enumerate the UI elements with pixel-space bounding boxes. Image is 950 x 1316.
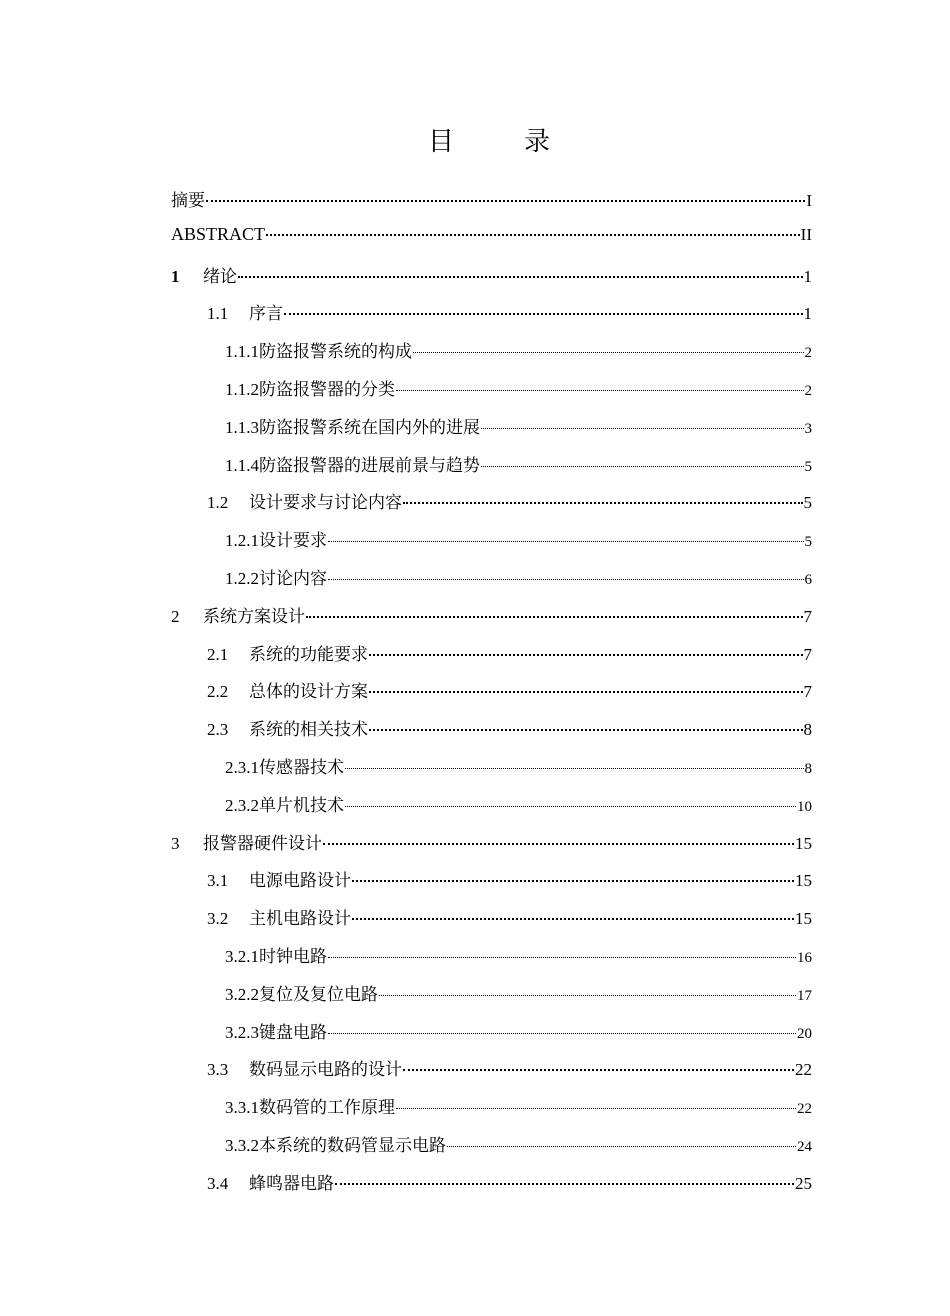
toc-leader-dots bbox=[352, 880, 794, 882]
toc-entry[interactable] bbox=[171, 829, 812, 867]
toc-leader-dots bbox=[328, 579, 804, 580]
toc-entry[interactable] bbox=[171, 640, 812, 678]
toc-entry-number: 3.4 bbox=[207, 1173, 229, 1193]
toc-entry-number: 1.1 bbox=[207, 304, 229, 324]
toc-page-number: 7 bbox=[803, 682, 812, 702]
toc-page-number: 25 bbox=[795, 1173, 812, 1193]
toc-entry-label: 本系统的数码管显示电路 bbox=[259, 1135, 446, 1155]
toc-page-number: 20 bbox=[797, 1025, 812, 1042]
toc-entry-label: 设计要求 bbox=[259, 531, 327, 551]
toc-entry-number: 3.2 bbox=[207, 909, 229, 929]
toc-entry-label: 序言 bbox=[249, 304, 283, 324]
toc-entry[interactable] bbox=[171, 337, 812, 375]
toc-page-number: 10 bbox=[797, 798, 812, 815]
toc-entry-number: 2.3 bbox=[207, 720, 229, 740]
toc-page-number: 22 bbox=[795, 1060, 812, 1080]
toc-entry-label: 数码管的工作原理 bbox=[259, 1098, 395, 1118]
toc-entry-label: 总体的设计方案 bbox=[249, 682, 368, 702]
toc-leader-dots bbox=[379, 995, 796, 996]
toc-leader-dots bbox=[328, 957, 796, 958]
toc-page-number: I bbox=[806, 191, 812, 210]
toc-page-number: 1 bbox=[803, 266, 812, 286]
toc-page-number: 17 bbox=[797, 987, 812, 1004]
toc-title: 目 录 bbox=[427, 127, 572, 157]
toc-entry-label: 系统方案设计 bbox=[203, 606, 305, 627]
toc-entry-label: 防盗报警系统的构成 bbox=[259, 342, 412, 362]
toc-leader-dots bbox=[396, 1108, 796, 1109]
toc-leader-dots bbox=[369, 729, 803, 731]
toc-entry-number: 1.2.1 bbox=[225, 531, 259, 551]
toc-page-number: II bbox=[800, 224, 812, 244]
toc-entry[interactable] bbox=[171, 866, 812, 904]
toc-leader-dots bbox=[481, 466, 804, 467]
toc-page-number: 5 bbox=[803, 493, 812, 513]
toc-entry[interactable] bbox=[171, 413, 812, 451]
toc-entry[interactable] bbox=[171, 1055, 812, 1093]
toc-entry[interactable] bbox=[171, 715, 812, 753]
toc-entry-label: 主机电路设计 bbox=[249, 909, 351, 929]
toc-entry-label: 时钟电路 bbox=[259, 946, 327, 966]
toc-page-number: 15 bbox=[795, 833, 812, 853]
toc-entry[interactable] bbox=[171, 791, 812, 829]
toc-leader-dots bbox=[369, 654, 803, 656]
toc-entry-label: 防盗报警器的分类 bbox=[259, 379, 395, 399]
toc-entry[interactable] bbox=[171, 526, 812, 564]
toc-leader-dots bbox=[345, 768, 804, 769]
toc-page-number: 7 bbox=[803, 644, 812, 664]
toc-leader-dots bbox=[345, 806, 796, 807]
toc-entry[interactable] bbox=[171, 1018, 812, 1056]
toc-leader-dots bbox=[328, 541, 804, 542]
toc-entry-number: 1.1.1 bbox=[225, 342, 259, 362]
toc-entry-number: 1.2.2 bbox=[225, 568, 259, 588]
toc-entry[interactable] bbox=[171, 602, 812, 640]
toc-entry-number: 1.1.3 bbox=[225, 417, 259, 437]
toc-entry-label: 传感器技术 bbox=[259, 757, 344, 777]
toc-entry-label: 设计要求与讨论内容 bbox=[249, 493, 402, 513]
toc-entry-number: 1.1.2 bbox=[225, 379, 259, 399]
toc-entry-label: ABSTRACT bbox=[171, 223, 266, 244]
toc-page-number: 8 bbox=[803, 720, 812, 740]
toc-page-number: 1 bbox=[803, 304, 812, 324]
toc-entry[interactable] bbox=[171, 262, 812, 300]
toc-entry-label: 键盘电路 bbox=[259, 1022, 327, 1042]
toc-entry-label: 复位及复位电路 bbox=[259, 984, 378, 1004]
toc-leader-dots bbox=[284, 313, 803, 315]
toc-leader-dots bbox=[352, 918, 794, 920]
toc-page-number: 5 bbox=[804, 458, 812, 475]
toc-entry-label: 数码显示电路的设计 bbox=[249, 1060, 402, 1080]
toc-leader-dots bbox=[396, 390, 804, 391]
toc-page-number: 8 bbox=[804, 760, 812, 777]
toc-entry-number: 3.2.2 bbox=[225, 984, 259, 1004]
table-of-contents bbox=[171, 186, 812, 1207]
toc-entry-number: 3.1 bbox=[207, 871, 229, 891]
toc-entry-number: 2.2 bbox=[207, 682, 229, 702]
toc-leader-dots bbox=[447, 1146, 796, 1147]
toc-page-number: 15 bbox=[795, 871, 812, 891]
toc-entry-number: 2.3.2 bbox=[225, 795, 259, 815]
toc-entry-label: 防盗报警器的进展前景与趋势 bbox=[259, 455, 480, 475]
toc-entry[interactable] bbox=[171, 186, 812, 224]
toc-page-number: 2 bbox=[804, 382, 812, 399]
toc-entry[interactable] bbox=[171, 677, 812, 715]
toc-entry-label: 系统的功能要求 bbox=[249, 644, 368, 664]
toc-entry[interactable] bbox=[171, 299, 812, 337]
toc-page-number: 5 bbox=[804, 534, 812, 551]
toc-page-number: 3 bbox=[804, 420, 812, 437]
toc-entry-label: 电源电路设计 bbox=[249, 871, 351, 891]
toc-entry-label: 摘要 bbox=[171, 191, 205, 211]
toc-page-number: 6 bbox=[804, 571, 812, 588]
toc-leader-dots bbox=[328, 1033, 796, 1034]
toc-entry[interactable] bbox=[171, 375, 812, 413]
toc-leader-dots bbox=[413, 352, 804, 353]
toc-entry-label: 绪论 bbox=[203, 266, 237, 287]
toc-page-number: 24 bbox=[797, 1138, 812, 1155]
toc-entry-number: 1.2 bbox=[207, 493, 229, 513]
toc-entry-number: 3.3.2 bbox=[225, 1135, 259, 1155]
toc-entry[interactable] bbox=[171, 1169, 812, 1207]
toc-page-number: 7 bbox=[803, 606, 812, 626]
toc-leader-dots bbox=[206, 200, 805, 202]
toc-entry-label: 系统的相关技术 bbox=[249, 720, 368, 740]
toc-entry[interactable] bbox=[171, 224, 812, 262]
toc-leader-dots bbox=[238, 276, 803, 278]
toc-entry-number: 1.1.4 bbox=[225, 455, 259, 475]
toc-leader-dots bbox=[481, 428, 804, 429]
toc-leader-dots bbox=[403, 502, 803, 504]
toc-entry-number: 2.1 bbox=[207, 644, 229, 664]
toc-leader-dots bbox=[403, 1069, 794, 1071]
toc-entry-number: 3 bbox=[171, 833, 180, 853]
toc-entry[interactable] bbox=[171, 1131, 812, 1169]
toc-entry-number: 2 bbox=[171, 606, 180, 626]
toc-entry[interactable] bbox=[171, 488, 812, 526]
toc-page-number: 15 bbox=[795, 909, 812, 929]
toc-entry-label: 报警器硬件设计 bbox=[203, 833, 322, 854]
toc-entry-number: 3.3.1 bbox=[225, 1098, 259, 1118]
toc-entry-number: 2.3.1 bbox=[225, 757, 259, 777]
toc-leader-dots bbox=[266, 234, 800, 236]
toc-entry[interactable] bbox=[171, 942, 812, 980]
toc-entry[interactable] bbox=[171, 904, 812, 942]
toc-entry-label: 单片机技术 bbox=[259, 795, 344, 815]
toc-entry-number: 3.2.1 bbox=[225, 946, 259, 966]
toc-entry-label: 讨论内容 bbox=[259, 568, 327, 588]
toc-entry[interactable] bbox=[171, 980, 812, 1018]
toc-page-number: 16 bbox=[797, 949, 812, 966]
toc-entry[interactable] bbox=[171, 1093, 812, 1131]
toc-entry-number: 1 bbox=[171, 266, 180, 286]
toc-page-number: 2 bbox=[804, 345, 812, 362]
toc-entry-label: 蜂鸣器电路 bbox=[249, 1173, 334, 1193]
toc-leader-dots bbox=[335, 1183, 794, 1185]
toc-entry[interactable] bbox=[171, 564, 812, 602]
toc-entry[interactable] bbox=[171, 451, 812, 489]
toc-entry-label: 防盗报警系统在国内外的进展 bbox=[259, 417, 480, 437]
toc-entry[interactable] bbox=[171, 753, 812, 791]
toc-leader-dots bbox=[369, 691, 803, 693]
toc-page-number: 22 bbox=[797, 1101, 812, 1118]
toc-entry-number: 3.2.3 bbox=[225, 1022, 259, 1042]
toc-entry-number: 3.3 bbox=[207, 1060, 229, 1080]
toc-leader-dots bbox=[323, 843, 794, 845]
toc-leader-dots bbox=[306, 616, 803, 618]
